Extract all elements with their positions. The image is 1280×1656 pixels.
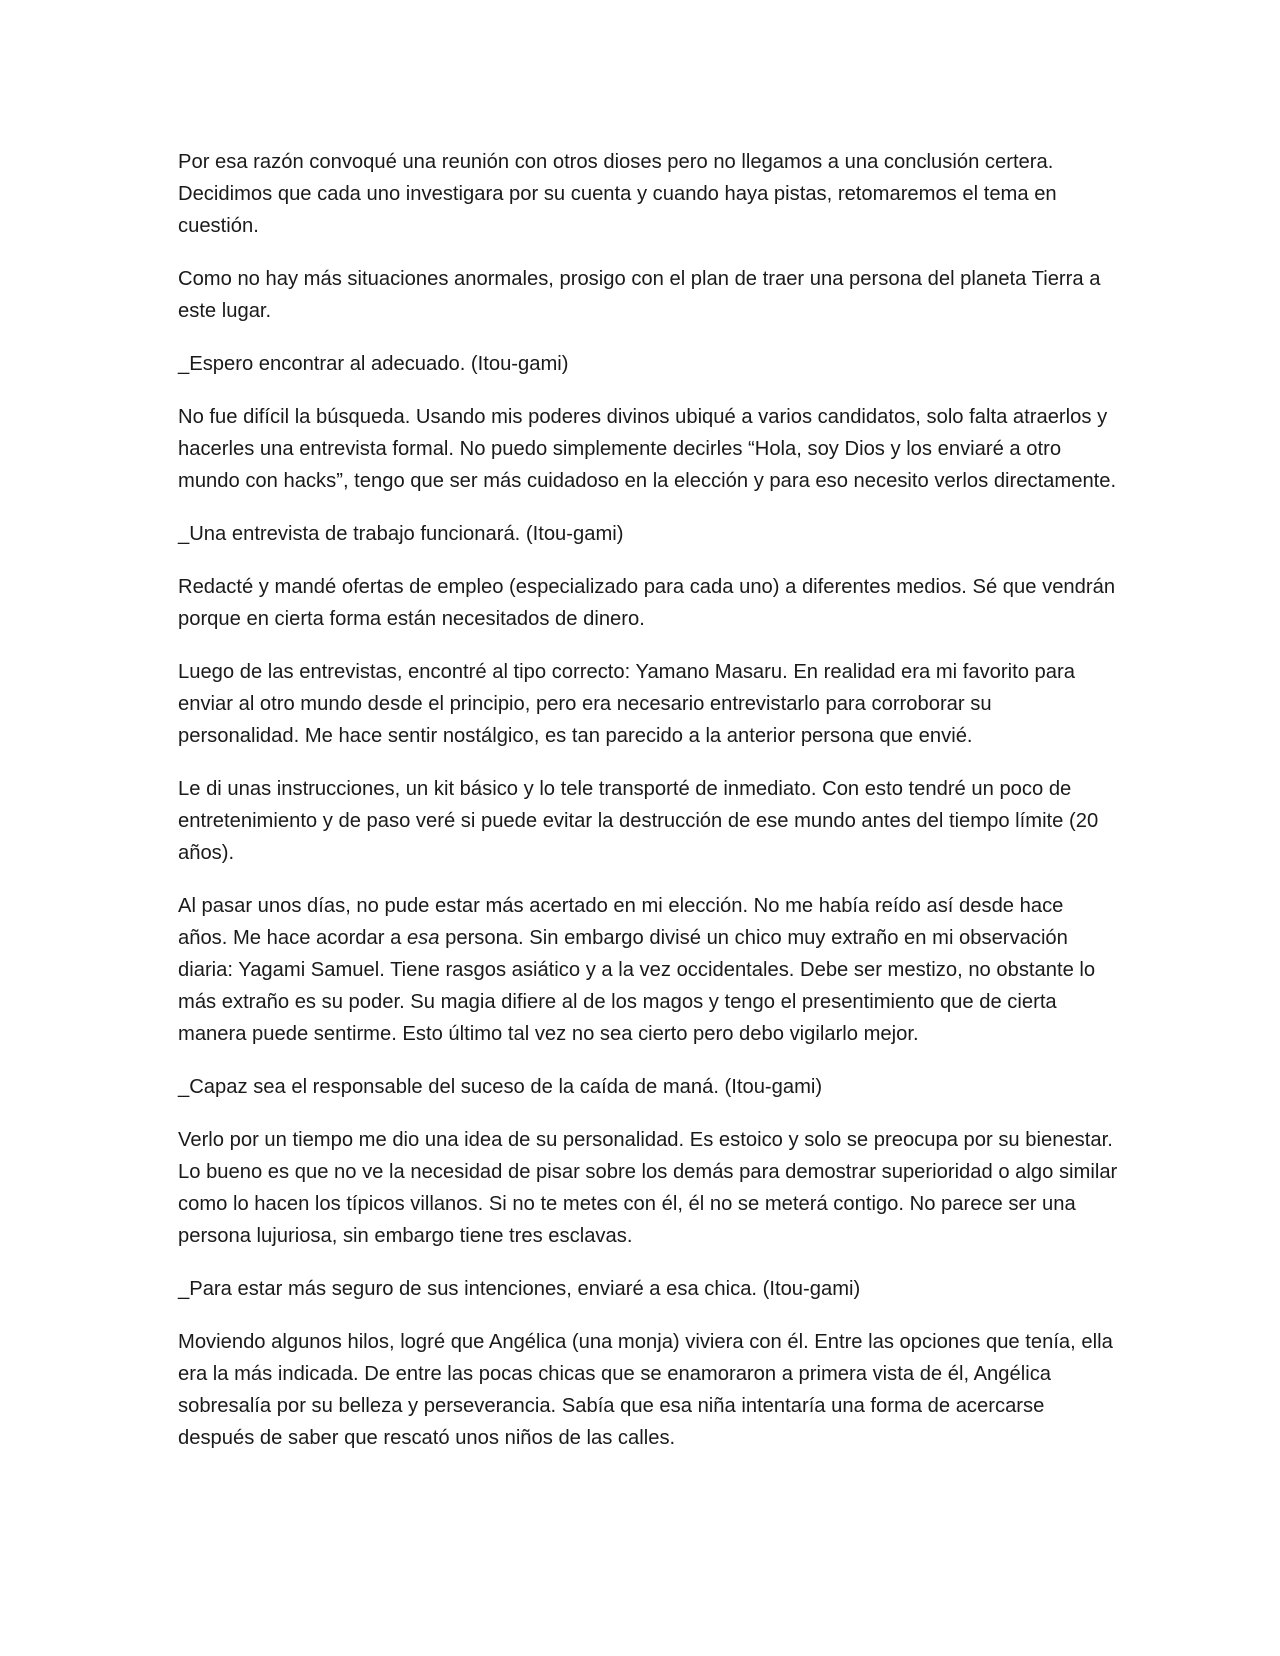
paragraph	[178, 890, 1118, 1050]
paragraph-text: Por esa razón convoqué una reunión con otros dioses pero no llegamos a una conclusión certera. Decidimos que cada uno investigara por su cuenta y cuando haya pistas, retomaremos el tema en cuestión.	[178, 151, 1057, 237]
paragraph-text: Luego de las entrevistas, encontré al tipo correcto: Yamano Masaru. En realidad era mi favorito para enviar al otro mundo desde el principio, pero era necesario entrevistarlo para corroborar su personalidad. Me hace sentir nostálgico, es tan parecido a la anterior persona que envié.	[178, 661, 1075, 747]
paragraph-text: Moviendo algunos hilos, logré que Angélica (una monja) viviera con él. Entre las opciones que tenía, ella era la más indicada. De entre las pocas chicas que se enamoraron a primera vista de él, Angélica sobresalía por su belleza y perseverancia. Sabía que esa niña intentaría una forma de acercarse después de saber que rescató unos niños de las calles.	[178, 1331, 1113, 1449]
document-body	[178, 146, 1118, 1475]
paragraph-text: No fue difícil la búsqueda. Usando mis poderes divinos ubiqué a varios candidatos, solo falta atraerlos y hacerles una entrevista formal. No puedo simplemente decirles “Hola, soy Dios y los enviaré a otro mundo con hacks”, tengo que ser más cuidadoso en la elección y para eso necesito verlos directamente.	[178, 406, 1117, 492]
dialogue-line	[178, 518, 1118, 550]
paragraph	[178, 656, 1118, 752]
paragraph-text: Como no hay más situaciones anormales, prosigo con el plan de traer una persona del planeta Tierra a este lugar.	[178, 268, 1101, 322]
paragraph-text: Redacté y mandé ofertas de empleo (especializado para cada uno) a diferentes medios. Sé que vendrán porque en cierta forma están necesitados de dinero.	[178, 576, 1116, 630]
paragraph-text: Le di unas instrucciones, un kit básico y lo tele transporté de inmediato. Con esto tendré un poco de entretenimiento y de paso veré si puede evitar la destrucción de ese mundo antes del tiempo límite (20 años).	[178, 778, 1099, 864]
dialogue-text: _Capaz sea el responsable del suceso de la caída de maná. (Itou-gami)	[178, 1076, 823, 1098]
dialogue-line	[178, 348, 1118, 380]
paragraph-text-after: persona. Sin embargo divisé un chico muy extraño en mi observación diaria: Yagami Samuel. Tiene rasgos asiático y a la vez occidentales. Debe ser mestizo, no obstante lo más extraño es su poder. Su magia difiere al de los magos y tengo el presentimiento que de cierta manera puede sentirme. Esto último tal vez no sea cierto pero debo vigilarlo mejor.	[178, 927, 1096, 1045]
paragraph	[178, 773, 1118, 869]
paragraph	[178, 571, 1118, 635]
emphasized-word: esa	[406, 927, 440, 949]
paragraph	[178, 263, 1118, 327]
dialogue-text: _Una entrevista de trabajo funcionará. (Itou-gami)	[178, 523, 624, 545]
dialogue-line	[178, 1273, 1118, 1305]
paragraph	[178, 146, 1118, 242]
dialogue-line	[178, 1071, 1118, 1103]
paragraph	[178, 401, 1118, 497]
paragraph-text: Verlo por un tiempo me dio una idea de su personalidad. Es estoico y solo se preocupa por su bienestar. Lo bueno es que no ve la necesidad de pisar sobre los demás para demostrar superioridad o algo similar como lo hacen los típicos villanos. Si no te metes con él, él no se meterá contigo. No parece ser una persona lujuriosa, sin embargo tiene tres esclavas.	[178, 1129, 1118, 1247]
paragraph	[178, 1124, 1118, 1252]
paragraph	[178, 1326, 1118, 1454]
dialogue-text: _Espero encontrar al adecuado. (Itou-gami)	[178, 353, 569, 375]
paragraph-text-before: Al pasar unos días, no pude estar más acertado en mi elección. No me había reído así desde hace años. Me hace acordar a	[178, 895, 1064, 949]
dialogue-text: _Para estar más seguro de sus intenciones, enviaré a esa chica. (Itou-gami)	[178, 1278, 861, 1300]
